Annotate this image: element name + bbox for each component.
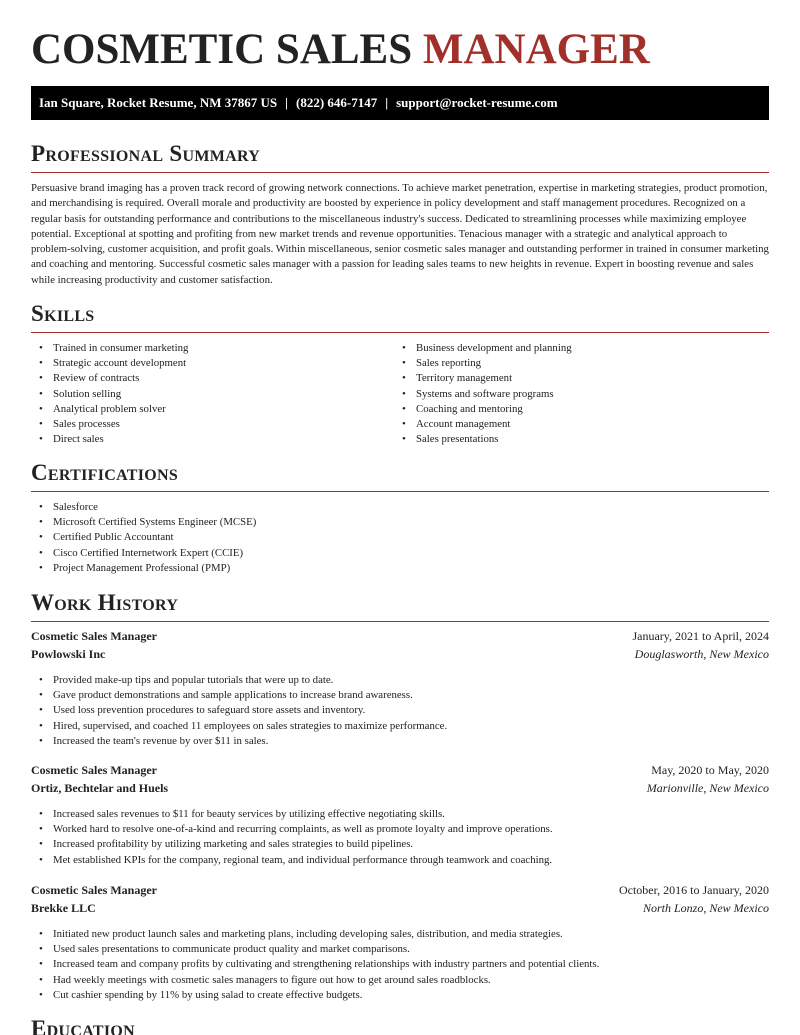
job-duty-item: • Increased team and company profits by cultivating and strengthening relationships with industry partners and potential clients.	[31, 957, 769, 972]
contact-phone[interactable]: (822) 646-7147	[295, 95, 378, 110]
job-entry	[31, 883, 769, 1003]
education-heading: Education	[31, 1016, 135, 1035]
skill-item: • Direct sales	[31, 432, 391, 447]
skill-item: • Coaching and mentoring	[394, 402, 769, 417]
job-location: Marionville, New Mexico	[646, 781, 769, 795]
title-accent: MANAGER	[422, 26, 650, 73]
job-duty-item: • Initiated new product launch sales and marketing plans, including developing sales, distribution, and media strategies.	[31, 927, 769, 942]
certification-item: • Certified Public Accountant	[31, 530, 769, 545]
skill-item: • Sales presentations	[394, 432, 769, 447]
work-history-heading: Work History	[31, 590, 769, 622]
job-duty-item: • Had weekly meetings with cosmetic sales managers to figure out how to get around sales roadblocks.	[31, 973, 769, 988]
job-duty-item: • Increased the team's revenue by over $11 in sales.	[31, 734, 769, 749]
certifications-list	[31, 500, 769, 576]
skill-item: • Strategic account development	[31, 356, 391, 371]
contact-bar	[31, 86, 769, 120]
job-location: North Lonzo, New Mexico	[643, 901, 769, 915]
job-title: Cosmetic Sales Manager	[31, 629, 157, 643]
contact-address: Ian Square, Rocket Resume, NM 37867 US	[39, 95, 278, 110]
job-duties-list	[31, 927, 769, 1003]
job-location: Douglasworth, New Mexico	[634, 647, 769, 661]
summary-text: Persuasive brand imaging has a proven track record of growing network connections. To achieve market penetration, expertise in marketing strategies, product promotion, and merchandising is required. Overall morale and productivity are boosted by experience in policy development and staff management procedures. Recognized on a regular basis for outstanding performance and contributions to the miscellaneous industry's success. Dedicated to streamlining processes while maximizing employee potential. Exceptional at spotting and profiting from new market trends and revenue opportunities. Tenacious manager with a strategic and analytical approach to problem-solving, customer acquisition, and profit goals. Within miscellaneous, senior cosmetic sales manager and outstanding performer in trained in consumer marketing and coaching and mentoring. Successful cosmetic sales manager with a passion for leading sales teams to new heights in revenue. Expert in boosting revenue and sales while increasing productivity and customer satisfaction.	[31, 182, 769, 286]
skill-item: • Account management	[394, 417, 769, 432]
contact-separator: |	[385, 95, 389, 110]
skill-item: • Solution selling	[31, 387, 391, 402]
skill-item: • Review of contracts	[31, 371, 391, 386]
skills-list-left	[31, 341, 391, 447]
job-duty-item: • Cut cashier spending by 11% by using salad to create effective budgets.	[31, 988, 769, 1003]
title-main: COSMETIC SALES	[31, 26, 413, 73]
certification-item: • Microsoft Certified Systems Engineer (MCSE)	[31, 515, 769, 530]
skill-item: • Sales processes	[31, 417, 391, 432]
skills-list-right	[394, 341, 769, 447]
job-duties-list	[31, 807, 769, 868]
job-entry	[31, 629, 769, 749]
skill-item: • Trained in consumer marketing	[31, 341, 391, 356]
skill-item: • Business development and planning	[394, 341, 769, 356]
job-duty-item: • Gave product demonstrations and sample applications to increase brand awareness.	[31, 688, 769, 703]
job-company: Powlowski Inc	[31, 647, 106, 661]
job-duty-item: • Hired, supervised, and coached 11 employees on sales strategies to maximize performance.	[31, 719, 769, 734]
job-company: Brekke LLC	[31, 901, 96, 915]
job-duty-item: • Provided make-up tips and popular tutorials that were up to date.	[31, 673, 769, 688]
certifications-heading: Certifications	[31, 460, 769, 492]
job-entry	[31, 763, 769, 868]
job-duty-item: • Increased profitability by utilizing marketing and sales strategies to build pipelines.	[31, 837, 769, 852]
job-title: Cosmetic Sales Manager	[31, 883, 157, 897]
certification-item: • Salesforce	[31, 500, 769, 515]
job-duty-item: • Met established KPIs for the company, regional team, and individual performance through teamwork and coaching.	[31, 853, 769, 868]
contact-separator: |	[285, 95, 288, 110]
skill-item: • Sales reporting	[394, 356, 769, 371]
skill-item: • Systems and software programs	[394, 387, 769, 402]
job-duty-item: • Worked hard to resolve one-of-a-kind and recurring complaints, as well as promote loyalty and improve operations.	[31, 822, 769, 837]
job-company: Ortiz, Bechtelar and Huels	[31, 781, 169, 795]
job-dates: May, 2020 to May, 2020	[651, 763, 769, 777]
job-dates: October, 2016 to January, 2020	[618, 883, 769, 897]
job-dates: January, 2021 to April, 2024	[632, 629, 769, 643]
job-duty-item: • Used loss prevention procedures to safeguard store assets and inventory.	[31, 703, 769, 718]
skills-heading: Skills	[31, 301, 769, 333]
skill-item: • Territory management	[394, 371, 769, 386]
certification-item: • Cisco Certified Internetwork Expert (CCIE)	[31, 546, 769, 561]
contact-email[interactable]: support@rocket-resume.com	[396, 95, 558, 110]
job-duty-item: • Increased sales revenues to $11 for beauty services by utilizing effective negotiating skills.	[31, 807, 769, 822]
resume-title	[31, 24, 650, 76]
skill-item: • Analytical problem solver	[31, 402, 391, 417]
job-title: Cosmetic Sales Manager	[31, 763, 157, 777]
job-duties-list	[31, 673, 769, 749]
certification-item: • Project Management Professional (PMP)	[31, 561, 769, 576]
summary-heading: Professional Summary	[31, 141, 769, 173]
job-duty-item: • Used sales presentations to communicate product quality and market comparisons.	[31, 942, 769, 957]
